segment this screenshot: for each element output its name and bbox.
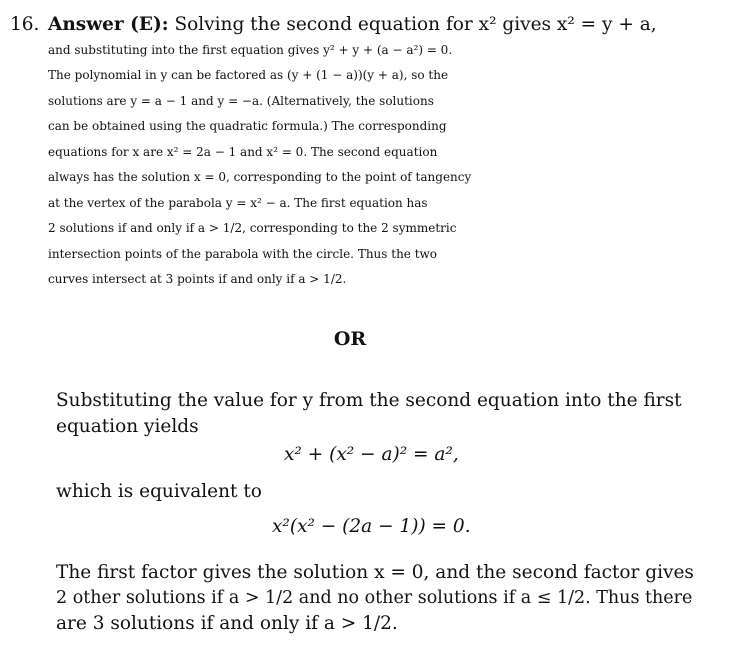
solution-line-1	[10, 12, 696, 38]
para1-line-6: equations for x are x² = 2a − 1 and x² = 0. The second equation	[48, 144, 438, 159]
para1-line-4: solutions are y = a − 1 and y = −a. (Alternatively, the solutions	[48, 93, 434, 108]
alternative-intro	[56, 388, 698, 439]
which-equivalent-text	[56, 479, 698, 505]
para1-line-3: The polynomial in y can be factored as (y + (1 − a))(y + a), so the	[48, 68, 449, 82]
final-line-3: are 3 solutions if and only if a > 1/2.	[56, 613, 398, 634]
final-paragraph	[56, 560, 698, 637]
equation-2: x²(x² − (2a − 1)) = 0.	[272, 516, 471, 537]
para1-line-10: intersection points of the parabola with the circle. Thus the two	[48, 246, 438, 261]
para1-line-9: 2 solutions if and only if a > 1/2, corresponding to the 2 symmetric	[48, 221, 457, 235]
final-line-2: 2 other solutions if a > 1/2 and no other solutions if a ≤ 1/2. Thus there	[56, 587, 693, 608]
para1-line-8: at the vertex of the parabola y = x² − a. The first equation has	[48, 195, 428, 210]
para1-line-5: can be obtained using the quadratic formula.) The corresponding	[48, 119, 447, 133]
para1-line-11: curves intersect at 3 points if and only if a > 1/2.	[48, 272, 347, 286]
solution-paragraph	[10, 12, 696, 293]
alt-intro-line-2: equation yields	[56, 415, 199, 437]
equation-1: x² + (x² − a)² = a²,	[284, 444, 459, 465]
para1-line-2: and substituting into the first equation gives y² + y + (a − a²) = 0.	[48, 42, 453, 57]
problem-number: 16.	[10, 14, 40, 35]
answer-label: Answer (E):	[48, 14, 169, 35]
alt-intro-line-1: Substituting the value for y from the second equation into the first	[56, 390, 682, 411]
para1-line-7: always has the solution x = 0, corresponding to the point of tangency	[48, 170, 472, 184]
final-line-1: The first factor gives the solution x = 0, and the second factor gives	[56, 562, 694, 583]
or-divider: OR	[333, 328, 367, 350]
which-line: which is equivalent to	[56, 481, 262, 502]
para1-line-1: Solving the second equation for x² gives x² = y + a,	[174, 14, 657, 35]
